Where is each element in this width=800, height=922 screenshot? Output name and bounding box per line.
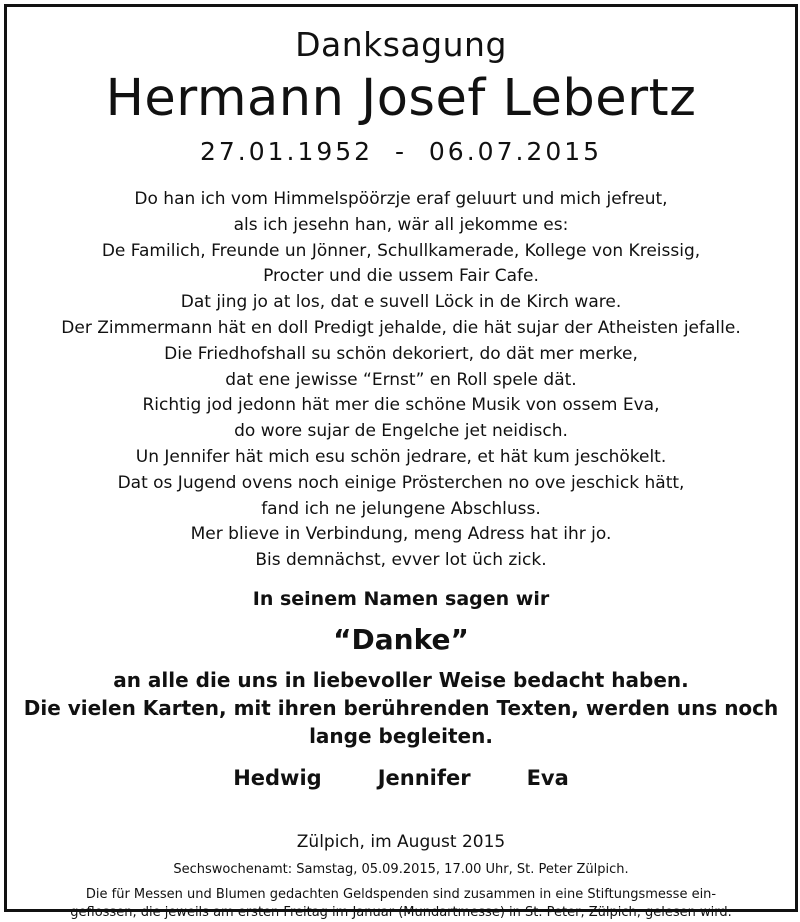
- signers: [7, 764, 795, 792]
- donation-line: geflossen, die jeweils am ersten Freitag im Januar (Mundartmesse) in St. Peter, Zülpich, gelesen wird.: [70, 904, 732, 920]
- thanks-line: Die vielen Karten, mit ihren berührenden Texten, werden uns noch: [23, 695, 779, 720]
- signer-hedwig: Hedwig: [233, 765, 322, 790]
- poem-line: Der Zimmermann hät en doll Predigt jehalde, die hät sujar der Atheisten jefalle.: [61, 317, 741, 338]
- poem-line: dat ene jewisse “Ernst” en Roll spele dät.: [225, 369, 577, 390]
- poem-line: De Familich, Freunde un Jönner, Schullkamerade, Kollege von Kreissig,: [101, 240, 701, 261]
- signer-eva: Eva: [526, 765, 569, 790]
- poem-line: Do han ich vom Himmelspöörzje eraf geluurt und mich jefreut,: [134, 189, 668, 209]
- place-date: Zülpich, im August 2015: [296, 831, 506, 852]
- thanks-line: lange begleiten.: [309, 723, 493, 748]
- poem-line: fand ich ne jelungene Abschluss.: [261, 498, 541, 519]
- notice-frame: [4, 4, 798, 920]
- poem-line: Richtig jod jedonn hät mer die schöne Musik von ossem Eva,: [142, 395, 660, 416]
- life-dates: 27.01.1952 - 06.07.2015: [199, 137, 603, 166]
- donation-line: Die für Messen und Blumen gedachten Geldspenden sind zusammen in eine Stiftungsmesse ein-: [85, 886, 717, 902]
- signer-jennifer: Jennifer: [377, 765, 471, 790]
- poem-line: als ich jesehn han, wär all jekomme es:: [233, 214, 569, 235]
- notice-heading: Danksagung: [295, 25, 507, 64]
- deceased-name: Hermann Josef Lebertz: [105, 69, 697, 128]
- poem-line: Bis demnächst, evver lot üch zick.: [255, 550, 547, 571]
- mass-info: Sechswochenamt: Samstag, 05.09.2015, 17.00 Uhr, St. Peter Zülpich.: [173, 861, 629, 877]
- poem-line: Dat os Jugend ovens noch einige Prösterchen no ove jeschick hätt,: [117, 472, 685, 493]
- poem-line: Un Jennifer hät mich esu schön jedrare, et hät kum jeschökelt.: [135, 446, 667, 467]
- poem: [7, 187, 795, 574]
- thanks-intro: In seinem Namen sagen wir: [252, 587, 550, 610]
- danke-heading: “Danke”: [333, 622, 469, 656]
- donation-note: [7, 886, 795, 922]
- poem-line: do wore sujar de Engelche jet neidisch.: [234, 421, 568, 442]
- poem-line: Procter und die ussem Fair Cafe.: [263, 266, 539, 287]
- poem-line: Mer blieve in Verbindung, meng Adress hat ihr jo.: [190, 524, 612, 545]
- poem-line: Die Friedhofshall su schön dekoriert, do dät mer merke,: [164, 343, 638, 364]
- thanks-line: an alle die uns in liebevoller Weise bedacht haben.: [113, 667, 689, 692]
- thanks-text: [7, 666, 795, 750]
- poem-line: Dat jing jo at los, dat e suvell Löck in de Kirch ware.: [180, 292, 622, 313]
